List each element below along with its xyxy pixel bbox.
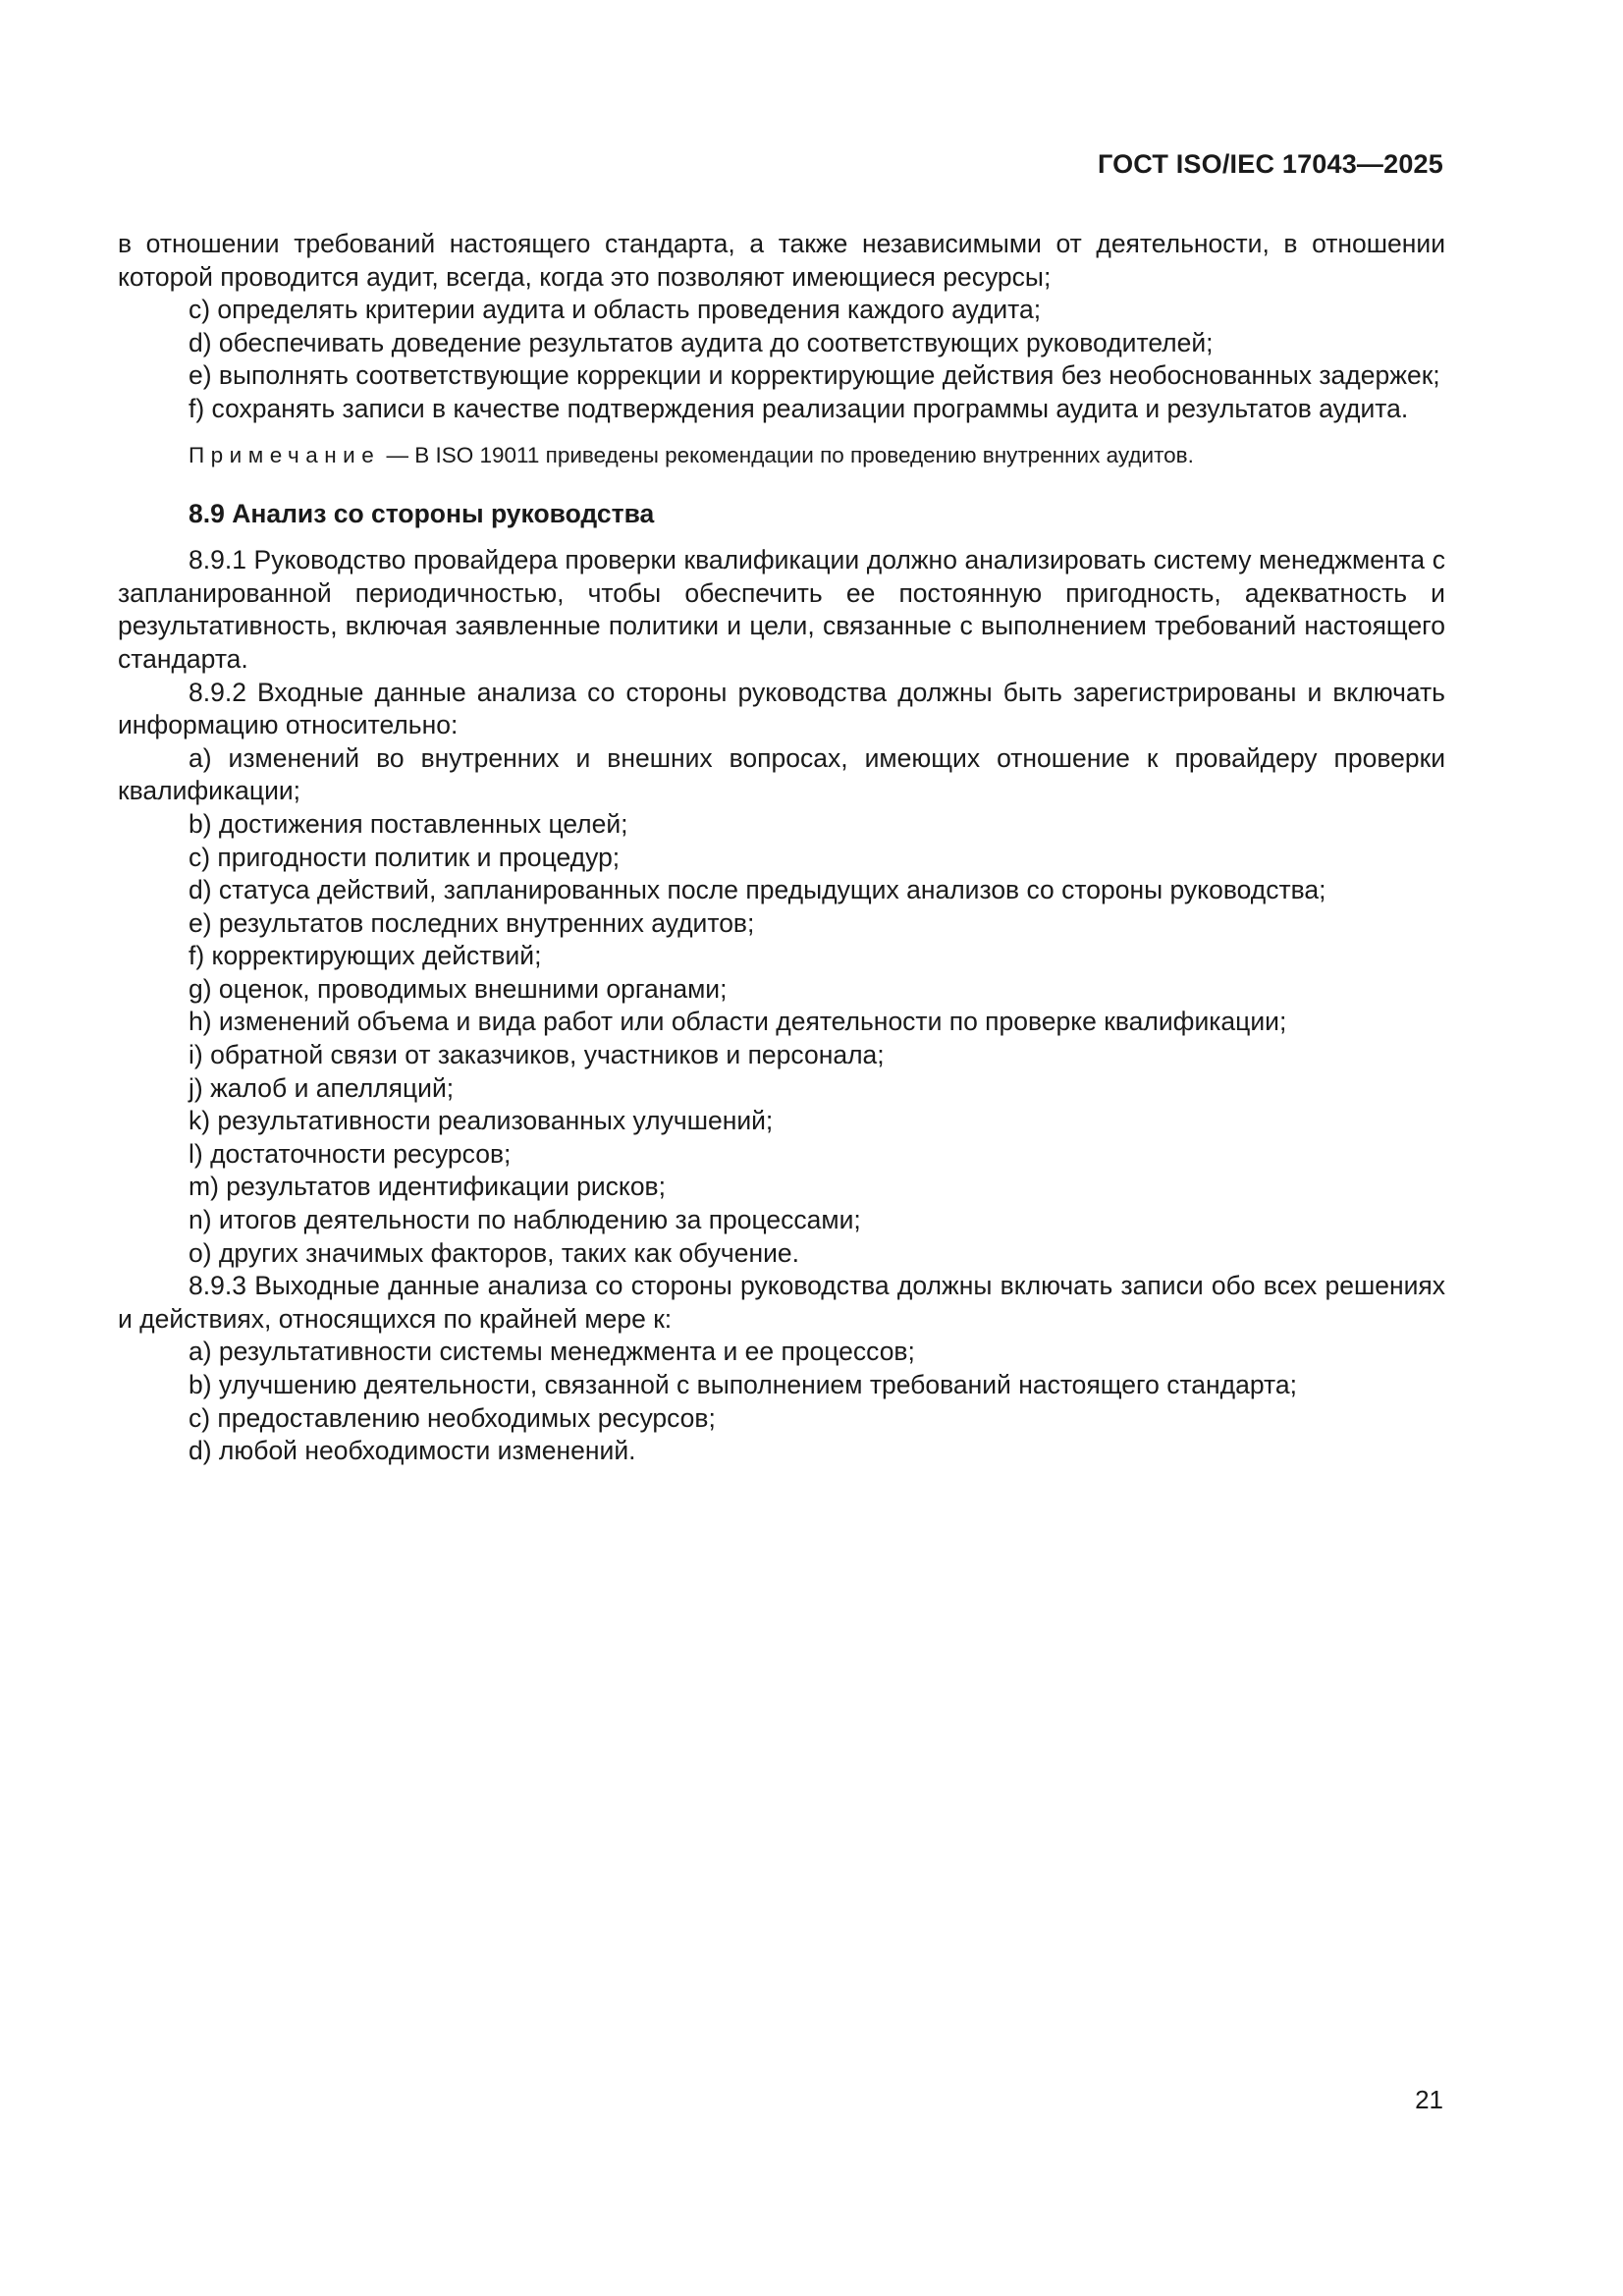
output-item: b) улучшению деятельности, связанной с выполнением требований настоящего стандарта; (189, 1370, 1297, 1399)
list-item: f) сохранять записи в качестве подтверждения реализации программы аудита и результатов аудита. (189, 393, 1409, 423)
input-item: m) результатов идентификации рисков; (189, 1172, 666, 1202)
input-item: i) обратной связи от заказчиков, участников и персонала; (189, 1040, 885, 1070)
input-item: a) изменений во внутренних и внешних вопросах, имеющих отношение к провайдеру проверки квалификации; (118, 742, 1445, 806)
output-item: c) предоставлению необходимых ресурсов; (189, 1402, 716, 1433)
input-item: e) результатов последних внутренних аудитов; (189, 907, 755, 938)
note-label: Примечание (189, 442, 381, 467)
clause-8-9-2: 8.9.2 Входные данные анализа со стороны руководства должны быть зарегистрированы и включать информацию относительно: (118, 677, 1445, 740)
list-item: d) обеспечивать доведение результатов аудита до соответствующих руководителей; (189, 327, 1214, 357)
note-text: В ISO 19011 приведены рекомендации по проведению внутренних аудитов. (414, 442, 1194, 467)
page-number: 21 (1415, 2085, 1443, 2114)
input-item: h) изменений объема и вида работ или области деятельности по проверке квалификации; (189, 1007, 1287, 1037)
input-item: j) жалоб и апелляций; (189, 1072, 455, 1103)
list-item: c) определять критерии аудита и область проведения каждого аудита; (189, 295, 1042, 325)
input-item: g) оценок, проводимых внешними органами; (189, 973, 728, 1004)
output-item: d) любой необходимости изменений. (189, 1436, 636, 1466)
input-item: n) итогов деятельности по наблюдению за процессами; (189, 1205, 861, 1235)
input-item: f) корректирующих действий; (189, 941, 542, 971)
input-item: k) результативности реализованных улучшений; (189, 1106, 774, 1136)
output-item: a) результативности системы менеджмента и ее процессов; (189, 1337, 915, 1367)
document-body (118, 228, 1445, 1468)
section-heading: 8.9 Анализ со стороны руководства (189, 498, 655, 528)
clause-8-9-1: 8.9.1 Руководство провайдера проверки квалификации должно анализировать систему менеджмента с запланированной периодичностью, чтобы обеспечить ее постоянную пригодность, адекватность и результативность, включая заявленные политики и цели, связанные с выполнением требований настоящего стандарта. (118, 545, 1445, 674)
note-dash: — (380, 442, 415, 467)
input-item: c) пригодности политик и процедур; (189, 842, 621, 872)
note (118, 441, 1445, 470)
document-header: ГОСТ ISO/IEC 17043—2025 (1097, 149, 1443, 179)
continued-paragraph: в отношении требований настоящего стандарта, а также независимыми от деятельности, в отношении которой проводится аудит, всегда, когда это позволяют имеющиеся ресурсы; (118, 229, 1445, 292)
input-item: l) достаточности ресурсов; (189, 1138, 512, 1169)
input-item: d) статуса действий, запланированных после предыдущих анализов со стороны руководства; (189, 875, 1326, 905)
clause-8-9-3: 8.9.3 Выходные данные анализа со стороны руководства должны включать записи обо всех решениях и действиях, относящихся по крайней мере к: (118, 1271, 1445, 1334)
list-item: e) выполнять соответствующие коррекции и корректирующие действия без необоснованных задержек; (189, 360, 1440, 391)
input-item: o) других значимых факторов, таких как обучение. (189, 1237, 799, 1268)
input-item: b) достижения поставленных целей; (189, 808, 628, 839)
